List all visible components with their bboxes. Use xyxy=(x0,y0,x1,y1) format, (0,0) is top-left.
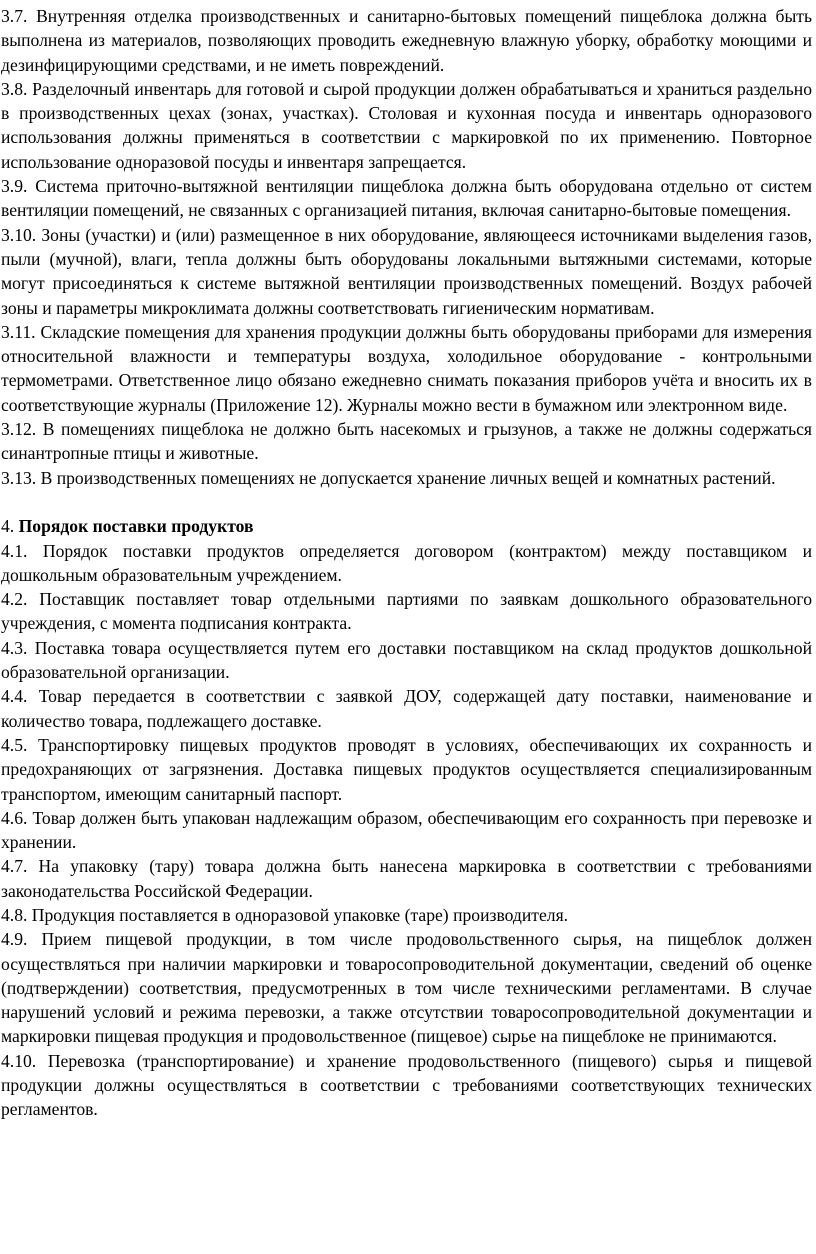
section-spacer xyxy=(1,490,812,514)
paragraph-3-13: 3.13. В производственных помещениях не допускается хранение личных вещей и комнатных растений. xyxy=(1,467,776,488)
paragraph-3-12: 3.12. В помещениях пищеблока не должно быть насекомых и грызунов, а также не должны содержаться синантропные птицы и животные. xyxy=(1,419,812,464)
paragraph-4-7: 4.7. На упаковку (тару) товара должна быть нанесена маркировка в соответствии с требованиями законодательства Российской Федерации. xyxy=(1,856,812,901)
paragraph-4-8: 4.8. Продукция поставляется в одноразовой упаковке (таре) производителя. xyxy=(1,904,569,925)
paragraph-4-5: 4.5. Транспортировку пищевых продуктов проводят в условиях, обеспечивающих их сохранность и предохраняющих от загрязнения. Доставка пищевых продуктов осуществляется специализированным транспортом, имеющим санитарный паспорт. xyxy=(1,734,812,804)
paragraph-3-10: 3.10. Зоны (участки) и (или) размещенное в них оборудование, являющееся источниками выделения газов, пыли (мучной), влаги, тепла должны быть оборудованы локальными вытяжными системами, которые могут присоединяться к системе вытяжной вентиляции производственных помещений. Воздух рабочей зоны и параметры микроклимата должны соответствовать гигиеническим нормативам. xyxy=(1,224,812,318)
paragraph-3-8: 3.8. Разделочный инвентарь для готовой и сырой продукции должен обрабатываться и храниться раздельно в производственных цехах (зонах, участках). Столовая и кухонная посуда и инвентарь одноразового использования должны применяться в соответствии с маркировкой по их применению. Повторное использование одноразовой посуды и инвентаря запрещается. xyxy=(1,78,812,172)
paragraph-4-3: 4.3. Поставка товара осуществляется путем его доставки поставщиком на склад продуктов дошкольной образовательной организации. xyxy=(1,637,812,683)
section-4-title: Порядок поставки продуктов xyxy=(18,516,254,537)
paragraph-4-2: 4.2. Поставщик поставляет товар отдельными партиями по заявкам дошкольного образовательного учреждения, с момента подписания контракта. xyxy=(1,589,812,634)
paragraph-4-9: 4.9. Прием пищевой продукции, в том числе продовольственного сырья, на пищеблок должен осуществляться при наличии маркировки и товаросопроводительной документации, сведений об оценке (подтверждении) соответствия, предусмотренных в том числе техническими регламентами. В случае нарушений условий и режима перевозки, а также отсутствии товаросопроводительной документации и маркировки пищевая продукция и продовольственное (пищевое) сырье на пищеблоке не принимаются. xyxy=(1,929,812,1047)
paragraph-4-10: 4.10. Перевозка (транспортирование) и хранение продовольственного (пищевого) сырья и пищевой продукции должны осуществляться в соответствии с требованиями соответствующих технических регламентов. xyxy=(1,1050,812,1120)
paragraph-3-11: 3.11. Складские помещения для хранения продукции должны быть оборудованы приборами для измерения относительной влажности и температуры воздуха, холодильное оборудование - контрольными термометрами. Ответственное лицо обязано ежедневно снимать показания приборов учёта и вносить их в соответствующие журналы (Приложение 12). Журналы можно вести в бумажном или электронном виде. xyxy=(1,321,812,415)
paragraph-3-9: 3.9. Система приточно-вытяжной вентиляции пищеблока должна быть оборудована отдельно от систем вентиляции помещений, не связанных с организацией питания, включая санитарно-бытовые помещения. xyxy=(1,176,812,221)
section-4-number: 4. xyxy=(1,516,15,537)
paragraph-3-7: 3.7. Внутренняя отделка производственных и санитарно-бытовых помещений пищеблока должна быть выполнена из материалов, позволяющих проводить ежедневную влажную уборку, обработку моющими и дезинфицирующими средствами, и не иметь повреждений. xyxy=(1,6,812,75)
paragraph-4-6: 4.6. Товар должен быть упакован надлежащим образом, обеспечивающим его сохранность при перевозке и хранении. xyxy=(1,807,812,853)
paragraph-4-4: 4.4. Товар передается в соответствии с заявкой ДОУ, содержащей дату поставки, наименование и количество товара, подлежащего доставке. xyxy=(1,686,812,731)
section-4-heading xyxy=(1,514,812,538)
paragraph-4-1: 4.1. Порядок поставки продуктов определяется договором (контрактом) между поставщиком и дошкольным образовательным учреждением. xyxy=(1,540,812,585)
